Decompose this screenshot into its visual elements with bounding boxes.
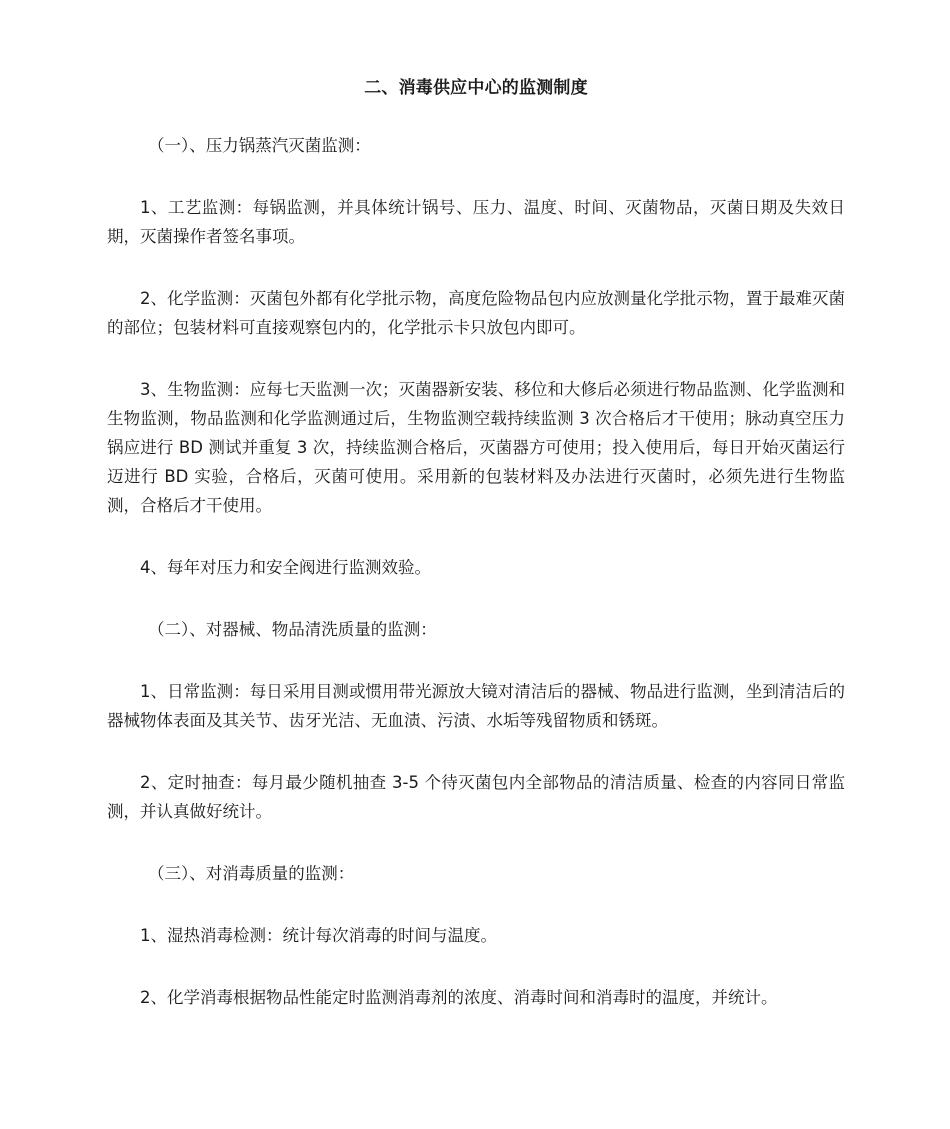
page-title: 二、消毒供应中心的监测制度	[364, 78, 588, 98]
paragraph: 1、湿热消毒检测：统计每次消毒的时间与温度。	[140, 926, 497, 945]
paragraph: 1、工艺监测：每锅监测，并具体统计锅号、压力、温度、时间、灭菌物品，灭菌日期及失效日期，灭菌操作者签名事项。	[107, 198, 845, 246]
section-heading-1: （一）、压力锅蒸汽灭菌监测：	[148, 136, 371, 155]
section-heading-2: （二）、对器械、物品清洗质量的监测：	[148, 620, 437, 639]
section-heading-3: （三）、对消毒质量的监测：	[148, 864, 355, 883]
paragraph: 2、定时抽查：每月最少随机抽查 3-5 个待灭菌包内全部物品的清洁质量、检查的内容同日常监测，并认真做好统计。	[107, 773, 845, 821]
paragraph: 3、生物监测：应每七天监测一次；灭菌器新安装、移位和大修后必须进行物品监测、化学监测和生物监测，物品监测和化学监测通过后，生物监测空载持续监测 3 次合格后才干使用；脉动真空压力锅应进行 BD 测试并重复 3 次，持续监测合格后，灭菌器方可使用；投入使用后，每日开始灭菌运行迈进行 BD 实验，合格后，灭菌可使用。采用新的包装材料及办法进行灭菌时，必须先进行生物监测，合格后才干使用。	[107, 380, 845, 515]
paragraph: 1、日常监测：每日采用目测或惯用带光源放大镜对清洁后的器械、物品进行监测，坐到清洁后的器械物体表面及其关节、齿牙光洁、无血渍、污渍、水垢等残留物质和锈斑。	[107, 682, 845, 730]
paragraph: 2、化学监测：灭菌包外都有化学批示物，高度危险物品包内应放测量化学批示物，置于最难灭菌的部位；包装材料可直接观察包内的，化学批示卡只放包内即可。	[107, 289, 845, 337]
paragraph: 2、化学消毒根据物品性能定时监测消毒剂的浓度、消毒时间和消毒时的温度，并统计。	[140, 988, 778, 1007]
paragraph: 4、每年对压力和安全阀进行监测效验。	[140, 558, 431, 577]
document-body	[107, 70, 845, 1045]
